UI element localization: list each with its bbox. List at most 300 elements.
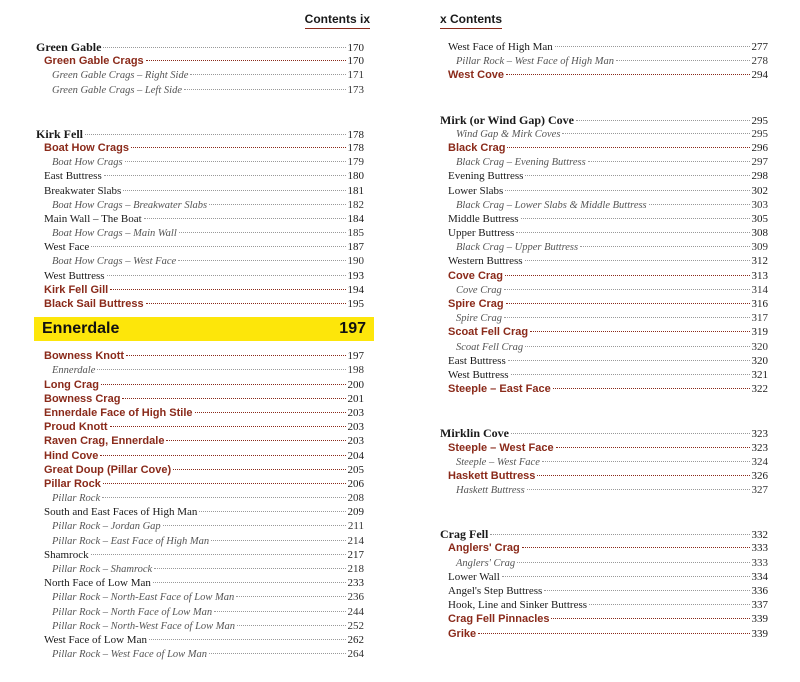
dot-leader (506, 303, 750, 304)
page-number: 321 (751, 368, 768, 381)
page-number: 337 (751, 599, 768, 612)
page-number: 323 (751, 428, 768, 441)
buttress-entry-north-face-of-low-man[interactable] (36, 576, 364, 590)
topo-entry-pillar-rock-west-face-of-low-man[interactable] (36, 647, 364, 661)
entry-label: Pillar Rock – West Face of Low Man (52, 649, 208, 661)
dot-leader (122, 398, 345, 399)
entry-label: Haskett Buttress (448, 469, 536, 482)
dot-leader (107, 275, 346, 276)
topo-entry-spire-crag[interactable] (440, 311, 768, 325)
dot-leader (103, 47, 345, 48)
page-number: 320 (751, 340, 768, 353)
crag-entry-bowness-knott[interactable] (36, 349, 364, 363)
buttress-entry-west-face-of-high-man[interactable] (440, 40, 768, 54)
entry-label: Boat How Crags (52, 157, 123, 169)
dot-leader (237, 625, 345, 626)
page-number: 173 (347, 83, 364, 96)
section-spacer (440, 396, 768, 426)
buttress-entry-shamrock[interactable] (36, 548, 364, 562)
dot-leader (504, 317, 750, 318)
dot-leader (580, 246, 749, 247)
entry-label: Steeple – West Face (448, 441, 554, 454)
dot-leader (508, 360, 750, 361)
entry-label: Black Crag – Lower Slabs & Middle Buttress (456, 199, 647, 211)
dot-leader (211, 540, 345, 541)
buttress-entry-western-buttress[interactable] (440, 254, 768, 268)
entry-label: East Buttress (44, 170, 102, 183)
crag-entry-great-doup-pillar-cove[interactable] (36, 463, 364, 477)
entry-label: Boat How Crags – Main Wall (52, 228, 177, 240)
buttress-entry-breakwater-slabs[interactable] (36, 184, 364, 198)
dot-leader (649, 204, 750, 205)
topo-entry-black-crag-lower-slabs-middle-buttress[interactable] (440, 198, 768, 212)
topo-entry-green-gable-crags-right-side[interactable] (36, 68, 364, 82)
topo-entry-boat-how-crags[interactable] (36, 155, 364, 169)
page-number: 334 (751, 570, 768, 583)
page-number: 295 (751, 114, 768, 127)
dot-leader (521, 218, 750, 219)
entry-label: Black Crag – Upper Buttress (456, 242, 579, 254)
page-number: 195 (347, 298, 364, 310)
buttress-entry-main-wall-the-boat[interactable] (36, 212, 364, 226)
entry-label: Anglers' Crag (448, 542, 520, 555)
dot-leader (562, 133, 749, 134)
page-number: 209 (347, 506, 364, 519)
page-number: 295 (751, 127, 768, 140)
dot-leader (103, 483, 346, 484)
buttress-entry-south-and-east-faces-of-high-man[interactable] (36, 505, 364, 519)
page-number: 317 (751, 312, 768, 325)
fell-entry-kirk-fell[interactable] (36, 127, 364, 141)
dot-leader (146, 303, 346, 304)
dot-leader (525, 260, 750, 261)
page-number: 211 (347, 520, 364, 533)
buttress-entry-hook-line-and-sinker-buttress[interactable] (440, 598, 768, 612)
entry-label: Steeple – West Face (456, 456, 540, 468)
page-number: 314 (751, 283, 768, 296)
dot-leader (123, 190, 345, 191)
page-number: 332 (751, 529, 768, 542)
topo-entry-pillar-rock-north-east-face-of-low-man[interactable] (36, 590, 364, 604)
entry-label: Angel's Step Buttress (448, 585, 543, 597)
crag-entry-pillar-rock[interactable] (36, 477, 364, 491)
entry-label: Crag Fell Pinnacles (448, 613, 550, 626)
dot-leader (551, 618, 749, 619)
entry-label: Pillar Rock – East Face of High Man (52, 535, 210, 547)
page-number: 297 (751, 156, 768, 169)
entry-label: West Face of Low Man (44, 633, 147, 646)
dot-leader (588, 161, 750, 162)
topo-entry-boat-how-crags-west-face[interactable] (36, 254, 364, 268)
page-number: 308 (751, 227, 768, 240)
crag-entry-steeple-west-face[interactable] (440, 441, 768, 455)
dot-leader (525, 175, 749, 176)
dot-leader (516, 232, 749, 233)
dot-leader (144, 218, 346, 219)
dot-leader (553, 388, 750, 389)
page-number: 181 (347, 184, 364, 197)
entry-label: West Cove (448, 69, 505, 82)
fell-entry-mirk-or-wind-gap-cove[interactable] (440, 113, 768, 127)
fell-entry-crag-fell[interactable] (440, 527, 768, 541)
entry-label: Black Crag – Evening Buttress (456, 157, 586, 169)
page-number: 319 (751, 326, 768, 339)
entry-label: Bowness Knott (44, 350, 125, 363)
entry-label: Shamrock (44, 548, 89, 561)
dot-leader (505, 190, 749, 191)
topo-entry-boat-how-crags-main-wall[interactable] (36, 226, 364, 240)
crag-entry-black-crag[interactable] (440, 141, 768, 155)
dot-leader (179, 232, 346, 233)
entry-label: Green Gable Crags (44, 55, 144, 68)
crag-entry-scoat-fell-crag[interactable] (440, 325, 768, 339)
region-heading-ennerdale[interactable] (34, 317, 374, 341)
page-number: 236 (347, 591, 364, 604)
dot-leader (576, 120, 749, 121)
page-number: 170 (347, 42, 364, 54)
page-number: 252 (347, 619, 364, 632)
page-number: 336 (751, 585, 768, 597)
page-number: 217 (347, 548, 364, 561)
topo-entry-black-crag-upper-buttress[interactable] (440, 240, 768, 254)
fell-entry-mirklin-cove[interactable] (440, 426, 768, 440)
entry-label: North Face of Low Man (44, 577, 151, 590)
page-number: 180 (347, 170, 364, 183)
crag-entry-anglers-crag[interactable] (440, 541, 768, 555)
entry-label: Scoat Fell Crag (456, 341, 524, 353)
dot-leader (100, 455, 345, 456)
page-number: 309 (751, 241, 768, 254)
dot-leader (149, 639, 346, 640)
dot-leader (511, 433, 750, 434)
page-number: 208 (347, 492, 364, 505)
entry-label: Pillar Rock – North Face of Low Man (52, 606, 213, 618)
entry-label: Evening Buttress (448, 170, 524, 183)
entry-label: Proud Knott (44, 421, 108, 434)
topo-entry-pillar-rock-west-face-of-high-man[interactable] (440, 54, 768, 68)
topo-entry-pillar-rock-shamrock[interactable] (36, 562, 364, 576)
entry-label: Mirk (or Wind Gap) Cove (440, 112, 575, 127)
entry-label: Pillar Rock – Jordan Gap (52, 521, 161, 533)
entry-label: Lower Slabs (448, 184, 504, 197)
page-number: 203 (347, 421, 364, 434)
topo-entry-green-gable-crags-left-side[interactable] (36, 83, 364, 97)
entry-label: Spire Crag (448, 298, 504, 310)
dot-leader (154, 568, 345, 569)
entry-label: Hook, Line and Sinker Buttress (448, 599, 588, 612)
entry-label: Middle Buttress (448, 212, 519, 225)
dot-leader (110, 426, 346, 427)
dot-leader (195, 412, 346, 413)
dot-leader (110, 289, 345, 290)
section-spacer (36, 97, 364, 127)
page-number: 233 (347, 577, 364, 590)
page-number: 185 (347, 227, 364, 240)
topo-entry-pillar-rock-east-face-of-high-man[interactable] (36, 534, 364, 548)
page-number: 203 (347, 435, 364, 448)
entry-label: Cove Crag (456, 284, 502, 296)
entry-label: Great Doup (Pillar Cove) (44, 463, 172, 476)
crag-entry-spire-crag[interactable] (440, 297, 768, 311)
buttress-entry-evening-buttress[interactable] (440, 169, 768, 183)
topo-entry-wind-gap-mirk-coves[interactable] (440, 127, 768, 141)
page-number: 204 (347, 449, 364, 462)
dot-leader (530, 331, 749, 332)
entry-label: Grike (448, 627, 477, 640)
dot-leader (542, 461, 750, 462)
entry-label: Pillar Rock (52, 493, 101, 505)
page-number: 203 (347, 406, 364, 419)
topo-entry-cove-crag[interactable] (440, 283, 768, 297)
page-number: 205 (347, 463, 364, 476)
page-number: 178 (347, 141, 364, 154)
crag-entry-raven-crag-ennerdale[interactable] (36, 434, 364, 448)
topo-entry-pillar-rock-jordan-gap[interactable] (36, 519, 364, 533)
dot-leader (616, 60, 750, 61)
dot-leader (589, 604, 749, 605)
entry-label: Cove Crag (448, 269, 504, 282)
page-number: 324 (751, 455, 768, 468)
crag-entry-crag-fell-pinnacles[interactable] (440, 612, 768, 626)
entry-label: Breakwater Slabs (44, 184, 122, 197)
topo-entry-pillar-rock-north-face-of-low-man[interactable] (36, 605, 364, 619)
entry-label: Anglers' Crag (456, 557, 516, 569)
dot-leader (525, 346, 749, 347)
dot-leader (517, 562, 749, 563)
dot-leader (506, 74, 749, 75)
dot-leader (555, 46, 750, 47)
dot-leader (97, 369, 345, 370)
dot-leader (511, 374, 750, 375)
crag-entry-bowness-crag[interactable] (36, 392, 364, 406)
entry-label: Boat How Crags – Breakwater Slabs (52, 199, 208, 211)
entry-label: Ennerdale (52, 365, 96, 377)
section-spacer (440, 497, 768, 527)
buttress-entry-lower-wall[interactable] (440, 570, 768, 584)
dot-leader (190, 74, 345, 75)
page-number: 333 (751, 556, 768, 569)
buttress-entry-west-buttress[interactable] (440, 368, 768, 382)
crag-entry-hind-cove[interactable] (36, 449, 364, 463)
dot-leader (544, 590, 749, 591)
entry-label: Black Sail Buttress (44, 298, 144, 310)
page-number: 278 (751, 55, 768, 68)
crag-entry-haskett-buttress[interactable] (440, 469, 768, 483)
page-number: 201 (347, 392, 364, 405)
dot-leader (153, 582, 346, 583)
dot-leader (126, 355, 345, 356)
dot-leader (502, 576, 750, 577)
page-number: 171 (347, 69, 364, 82)
dot-leader (537, 475, 749, 476)
entry-label: Western Buttress (448, 255, 523, 268)
topo-entry-anglers-crag[interactable] (440, 556, 768, 570)
entry-label: Mirklin Cove (440, 426, 509, 441)
dot-leader (101, 384, 346, 385)
buttress-entry-west-face[interactable] (36, 240, 364, 254)
topo-entry-haskett-buttress[interactable] (440, 483, 768, 497)
page-number: 322 (751, 383, 768, 396)
region-name: Ennerdale (42, 320, 120, 338)
entry-label: Pillar Rock – West Face of High Man (456, 56, 614, 68)
dot-leader (91, 246, 345, 247)
dot-leader (209, 204, 345, 205)
page-number: 197 (347, 350, 364, 363)
topo-entry-ennerdale[interactable] (36, 363, 364, 377)
topo-entry-steeple-west-face[interactable] (440, 455, 768, 469)
page-number: 333 (751, 542, 768, 555)
dot-leader (209, 653, 345, 654)
dot-leader (507, 147, 749, 148)
crag-entry-green-gable-crags[interactable] (36, 54, 364, 68)
crag-entry-kirk-fell-gill[interactable] (36, 283, 364, 297)
fell-entry-green-gable[interactable] (36, 40, 364, 54)
entry-label: Pillar Rock – Shamrock (52, 564, 153, 575)
page-number: 194 (347, 283, 364, 296)
topo-entry-scoat-fell-crag[interactable] (440, 340, 768, 354)
dot-leader (166, 440, 345, 441)
entry-label: Kirk Fell (36, 126, 83, 141)
dot-leader (163, 525, 346, 526)
buttress-entry-lower-slabs[interactable] (440, 184, 768, 198)
entry-label: Boat How Crags (44, 141, 129, 154)
crag-entry-ennerdale-face-of-high-stile[interactable] (36, 406, 364, 420)
right-page (400, 0, 800, 682)
entry-label: West Buttress (44, 269, 105, 282)
page-number: 244 (347, 605, 364, 618)
toc-right (440, 40, 768, 641)
entry-label: Ennerdale Face of High Stile (44, 406, 193, 419)
topo-entry-pillar-rock-north-west-face-of-low-man[interactable] (36, 619, 364, 633)
dot-leader (522, 547, 750, 548)
entry-label: Steeple – East Face (448, 383, 551, 396)
entry-label: Main Wall – The Boat (44, 212, 142, 225)
crag-entry-grike[interactable] (440, 627, 768, 641)
dot-leader (505, 275, 749, 276)
dot-leader (504, 289, 750, 290)
page-number: 277 (751, 41, 768, 53)
entry-label: Raven Crag, Ennerdale (44, 435, 165, 448)
crag-entry-west-cove[interactable] (440, 68, 768, 82)
page-number: 339 (751, 613, 768, 626)
dot-leader (125, 161, 346, 162)
dot-leader (556, 447, 750, 448)
entry-label: Boat How Crags – West Face (52, 256, 177, 268)
entry-label: Kirk Fell Gill (44, 283, 109, 296)
page-number: 303 (751, 198, 768, 211)
entry-label: Green Gable (36, 40, 102, 54)
region-page-number: 197 (339, 320, 366, 338)
page-number: 184 (347, 212, 364, 225)
dot-leader (146, 60, 346, 61)
buttress-entry-upper-buttress[interactable] (440, 226, 768, 240)
page-number: 179 (347, 156, 364, 169)
entry-label: East Buttress (448, 354, 506, 367)
entry-label: Lower Wall (448, 570, 500, 583)
page-number: 313 (751, 269, 768, 282)
page-number: 294 (751, 69, 768, 82)
entry-label: Scoat Fell Crag (448, 326, 529, 339)
dot-leader (184, 89, 346, 90)
dot-leader (91, 554, 346, 555)
dot-leader (199, 511, 345, 512)
crag-entry-proud-knott[interactable] (36, 420, 364, 434)
page-number: 190 (347, 255, 364, 268)
page-number: 182 (347, 198, 364, 211)
page-number: 320 (751, 354, 768, 367)
dot-leader (236, 596, 345, 597)
entry-label: Pillar Rock – North-East Face of Low Man (52, 592, 235, 604)
dot-leader (85, 134, 346, 135)
page-number: 262 (347, 633, 364, 646)
entry-label: Green Gable Crags – Left Side (52, 84, 182, 96)
topo-entry-boat-how-crags-breakwater-slabs[interactable] (36, 198, 364, 212)
topo-entry-pillar-rock[interactable] (36, 491, 364, 505)
page-number: 327 (751, 484, 768, 497)
entry-label: South and East Faces of High Man (44, 506, 198, 519)
entry-label: Hind Cove (44, 449, 99, 462)
page-number: 214 (347, 534, 364, 547)
dot-leader (178, 260, 345, 261)
entry-label: West Face (44, 241, 90, 254)
crag-entry-long-crag[interactable] (36, 378, 364, 392)
topo-entry-black-crag-evening-buttress[interactable] (440, 155, 768, 169)
dot-leader (131, 147, 346, 148)
buttress-entry-angel-s-step-buttress[interactable] (440, 584, 768, 598)
dot-leader (173, 469, 345, 470)
page-number: 218 (347, 563, 364, 575)
entry-label: Haskett Buttress (456, 485, 525, 497)
entry-label: Pillar Rock (44, 477, 101, 490)
page-number: 170 (347, 55, 364, 68)
entry-label: Green Gable Crags – Right Side (52, 70, 189, 82)
page-number: 296 (751, 141, 768, 154)
running-head: x Contents (440, 12, 502, 29)
entry-label: Pillar Rock – North-West Face of Low Man (52, 620, 236, 632)
entry-label: West Buttress (448, 368, 509, 381)
buttress-entry-east-buttress[interactable] (440, 354, 768, 368)
crag-entry-boat-how-crags[interactable] (36, 141, 364, 155)
crag-entry-black-sail-buttress[interactable] (36, 297, 364, 311)
buttress-entry-middle-buttress[interactable] (440, 212, 768, 226)
page-number: 312 (751, 255, 768, 268)
buttress-entry-east-buttress[interactable] (36, 169, 364, 183)
page-number: 326 (751, 469, 768, 482)
crag-entry-cove-crag[interactable] (440, 269, 768, 283)
running-head: Contents ix (305, 12, 370, 29)
entry-label: West Face of High Man (448, 41, 553, 53)
page-number: 323 (751, 441, 768, 454)
page-number: 305 (751, 212, 768, 225)
page-number: 264 (347, 648, 364, 661)
buttress-entry-west-face-of-low-man[interactable] (36, 633, 364, 647)
entry-label: Crag Fell (440, 527, 489, 542)
buttress-entry-west-buttress[interactable] (36, 269, 364, 283)
toc-left (36, 40, 364, 661)
page-number: 206 (347, 477, 364, 490)
entry-label: Bowness Crag (44, 392, 121, 405)
dot-leader (104, 175, 346, 176)
dot-leader (478, 633, 749, 634)
dot-leader (102, 497, 345, 498)
section-spacer (440, 83, 768, 113)
entry-label: Upper Buttress (448, 227, 515, 240)
entry-label: Black Crag (448, 141, 506, 154)
entry-label: Spire Crag (456, 313, 502, 325)
crag-entry-steeple-east-face[interactable] (440, 382, 768, 396)
page-number: 200 (347, 378, 364, 391)
entry-label: Long Crag (44, 378, 99, 391)
